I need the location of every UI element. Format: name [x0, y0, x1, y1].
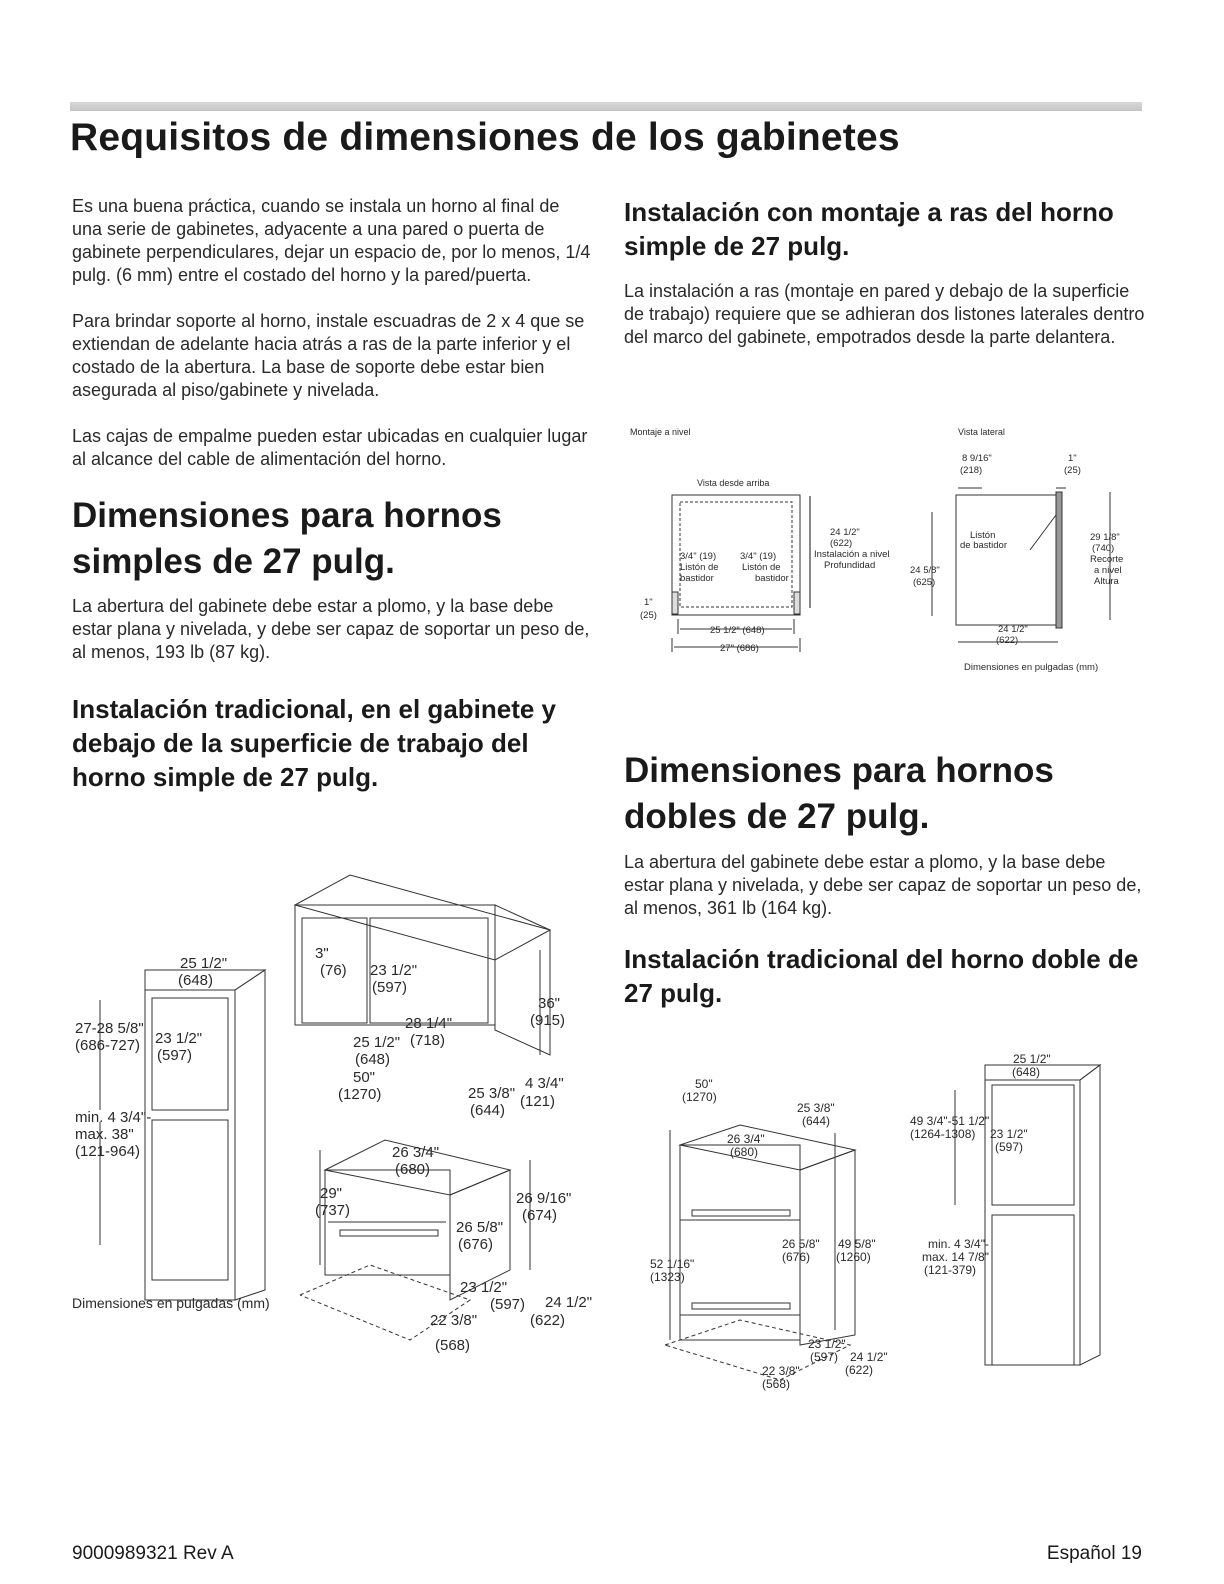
offset-inches: 1"	[644, 597, 653, 608]
heading-traditional-double: Instalación tradicional del horno doble de 27 pulg.	[624, 944, 1139, 1008]
double-floor-depth-mm: (622)	[845, 1363, 874, 1377]
side-strip-1: Listón	[970, 530, 996, 541]
width-inner: 25 1/2" (648)	[710, 625, 765, 636]
oven-depth-mm: (644)	[470, 1102, 506, 1119]
strip-left-3: bastidor	[680, 573, 714, 584]
double-oven-width-mm: (680)	[730, 1145, 759, 1159]
strip-left-2: Listón de	[680, 562, 719, 573]
floor-inner-mm: (568)	[435, 1337, 471, 1354]
oven-height: 29"	[320, 1185, 343, 1202]
floor-width: 23 1/2"	[460, 1279, 508, 1296]
double-tall-min: min. 4 3/4"-	[928, 1237, 989, 1251]
counter-offset: 3"	[315, 945, 329, 962]
heading-double-oven-dimensions: Dimensiones para hornos dobles de 27 pulg.	[624, 751, 1054, 836]
double-tall-width-mm: (648)	[1012, 1065, 1041, 1079]
double-tall-max: max. 14 7/8"	[922, 1250, 989, 1264]
oven-front-height-mm: (676)	[458, 1236, 494, 1253]
floor-depth: 24 1/2"	[545, 1294, 593, 1311]
tall-width: 25 1/2"	[180, 955, 228, 972]
tall-height-range: 27-28 5/8"	[75, 1020, 144, 1037]
strip-right-2: Listón de	[742, 562, 781, 573]
header-rule	[70, 102, 1142, 111]
side-cutout-5: Altura	[1094, 576, 1119, 587]
double-oven-depth-mm: (644)	[802, 1114, 831, 1128]
side-depth-mm: (622)	[996, 635, 1019, 646]
side-cutout-3: Recorte	[1090, 554, 1124, 565]
double-oven-upper	[680, 1145, 800, 1315]
side-height-mm: (625)	[913, 577, 936, 588]
single-oven-diagram	[70, 870, 610, 1370]
counter-toe: 4 3/4"	[525, 1075, 564, 1092]
tall-height-range-mm: (686-727)	[75, 1037, 141, 1054]
counter-width-mm: (648)	[355, 1051, 391, 1068]
double-floor-width: 23 1/2"	[808, 1337, 846, 1351]
side-strip-2: de bastidor	[960, 540, 1008, 551]
side-depth-inches: 24 1/2"	[998, 624, 1028, 635]
heading-traditional-single: Instalación tradicional, en el gabinete y debajo de la superficie de trabajo del horno simple de 27 pulg.	[72, 694, 557, 792]
double-front-height: 26 5/8"	[782, 1237, 820, 1251]
double-oven-width: 26 3/4"	[727, 1132, 765, 1146]
counter-opening-height-mm: (718)	[410, 1032, 446, 1049]
flush-units-note: Dimensiones en pulgadas (mm)	[964, 662, 1099, 673]
side-top-inches: 8 9/16"	[962, 453, 992, 464]
double-oven-height-mm: (1323)	[650, 1270, 685, 1284]
cord-length: 50"	[353, 1069, 376, 1086]
double-cord-length-mm: (1270)	[682, 1090, 717, 1104]
side-view-cabinet	[956, 495, 1056, 625]
side-gap-inches: 1"	[1068, 453, 1077, 464]
offset-mm: (25)	[640, 610, 657, 621]
floor-depth-mm: (622)	[530, 1312, 566, 1329]
depth-mm: (622)	[830, 538, 853, 549]
tall-min-height: min. 4 3/4"-	[75, 1109, 152, 1126]
double-tall-width: 25 1/2"	[1013, 1052, 1051, 1066]
oven-width-mm: (680)	[395, 1161, 431, 1178]
side-cutout-4: a nivel	[1094, 565, 1122, 576]
floor-inner: 22 3/8"	[430, 1312, 478, 1329]
double-cord-length: 50"	[695, 1077, 713, 1091]
single-units-note: Dimensiones en pulgadas (mm)	[72, 1295, 270, 1311]
depth-inches: 24 1/2"	[830, 527, 860, 538]
double-floor-inner-mm: (568)	[762, 1377, 791, 1391]
counter-width: 25 1/2"	[353, 1034, 401, 1051]
width-outer: 27" (686)	[720, 643, 759, 654]
counter-height-mm: (915)	[530, 1012, 566, 1029]
double-front-height-mm: (676)	[782, 1250, 811, 1264]
oven-height-mm: (737)	[315, 1202, 351, 1219]
side-view-oven-front	[1056, 492, 1062, 628]
label-side-view: Vista lateral	[958, 427, 1005, 437]
strip-left-1: 3/4" (19)	[680, 551, 717, 562]
double-tall-cabinet	[985, 1080, 1080, 1365]
paragraph-junction-box: Las cajas de empalme pueden estar ubicadas en cualquier lugar al alcance del cable de alimentación del horno.	[72, 426, 588, 469]
heading-single-oven-dimensions: Dimensiones para hornos simples de 27 pulg.	[72, 496, 502, 581]
double-oven-height: 52 1/16"	[650, 1257, 695, 1271]
paragraph-support: Para brindar soporte al horno, instale escuadras de 2 x 4 que se extiendan de adelante hacia atrás a ras de la parte inferior y el costado de la abertura. La base de soporte debe estar bien asegurada al piso/gabinete y nivelada.	[72, 311, 585, 400]
counter-opening-width: 23 1/2"	[370, 962, 418, 979]
oven-depth: 25 3/8"	[468, 1085, 516, 1102]
double-tall-opening-mm: (597)	[995, 1140, 1024, 1154]
strip-right-3: bastidor	[755, 573, 789, 584]
tall-max-height: max. 38"	[75, 1126, 134, 1143]
oven-side-depth-mm: (674)	[522, 1207, 558, 1224]
double-floor-inner: 22 3/8"	[762, 1364, 800, 1378]
heading-flush-mount: Instalación con montaje a ras del horno simple de 27 pulg.	[624, 197, 1114, 261]
double-oven-depth: 25 3/8"	[797, 1101, 835, 1115]
paragraph-single-weight: La abertura del gabinete debe estar a plomo, y la base debe estar plana y nivelada, y debe ser capaz de soportar un peso de, al menos, 193 lb (87 kg).	[72, 596, 590, 662]
flush-mount-diagram	[620, 420, 1140, 680]
double-side-height: 49 5/8"	[838, 1237, 876, 1251]
counter-toe-mm: (121)	[520, 1093, 556, 1110]
side-height-inches: 24 5/8"	[910, 565, 940, 576]
double-side-height-mm: (1260)	[836, 1250, 871, 1264]
floor-width-mm: (597)	[490, 1296, 526, 1313]
label-top-view: Vista desde arriba	[697, 478, 770, 488]
counter-opening-height: 28 1/4"	[405, 1015, 453, 1032]
double-tall-height-range: 49 3/4"-51 1/2"	[910, 1114, 990, 1128]
page-title: Requisitos de dimensiones de los gabinetes	[70, 116, 900, 159]
left-column	[72, 195, 592, 794]
tall-width-mm: (648)	[178, 972, 214, 989]
oven-side-depth: 26 9/16"	[516, 1190, 572, 1207]
double-oven-top	[680, 1125, 855, 1170]
double-oven-diagram	[640, 1045, 1140, 1405]
tall-opening-width: 23 1/2"	[155, 1030, 203, 1047]
double-floor-width-mm: (597)	[810, 1350, 839, 1364]
tall-opening-width-mm: (597)	[157, 1047, 193, 1064]
paragraph-double-weight: La abertura del gabinete debe estar a plomo, y la base debe estar plana y nivelada, y debe ser capaz de soportar un peso de, al menos, 361 lb (164 kg).	[624, 852, 1142, 918]
tall-height-mm: (121-964)	[75, 1143, 141, 1160]
footer-page-number: Español 19	[1046, 1543, 1142, 1564]
label-flush-mount: Montaje a nivel	[630, 427, 691, 437]
paragraph-spacing: Es una buena práctica, cuando se instala un horno al final de una serie de gabinetes, adyacente a una pared o puerta de gabinete perpendiculares, dejar un espacio de, por lo menos, 1/4 pulg. (6 mm) entre el costado del horno y la pared/puerta.	[72, 196, 591, 285]
double-tall-opening: 23 1/2"	[990, 1127, 1028, 1141]
double-tall-height-range-mm: (1264-1308)	[910, 1127, 976, 1141]
oven-front-height: 26 5/8"	[456, 1219, 504, 1236]
right-column	[624, 195, 1149, 349]
depth-label-1: Instalación a nivel	[814, 549, 890, 560]
paragraph-flush-mount: La instalación a ras (montaje en pared y debajo de la superficie de trabajo) requiere que se adhieran dos listones laterales dentro del marco del gabinete, empotrados desde la parte delantera.	[624, 281, 1145, 347]
side-cutout-2: (740)	[1092, 543, 1115, 554]
footer-doc-number: 9000989321 Rev A	[72, 1543, 234, 1564]
counter-opening-width-mm: (597)	[372, 979, 408, 996]
side-cutout-1: 29 1/8"	[1090, 532, 1120, 543]
strip-right-1: 3/4" (19)	[740, 551, 777, 562]
oven-width: 26 3/4"	[392, 1144, 440, 1161]
side-top-mm: (218)	[960, 465, 983, 476]
depth-label-2: Profundidad	[824, 560, 876, 571]
double-tall-range-mm: (121-379)	[924, 1263, 977, 1277]
cord-length-mm: (1270)	[338, 1086, 382, 1103]
double-floor-depth: 24 1/2"	[850, 1350, 888, 1364]
counter-offset-mm: (76)	[320, 962, 347, 979]
side-gap-mm: (25)	[1064, 465, 1081, 476]
counter-height: 36"	[538, 995, 561, 1012]
